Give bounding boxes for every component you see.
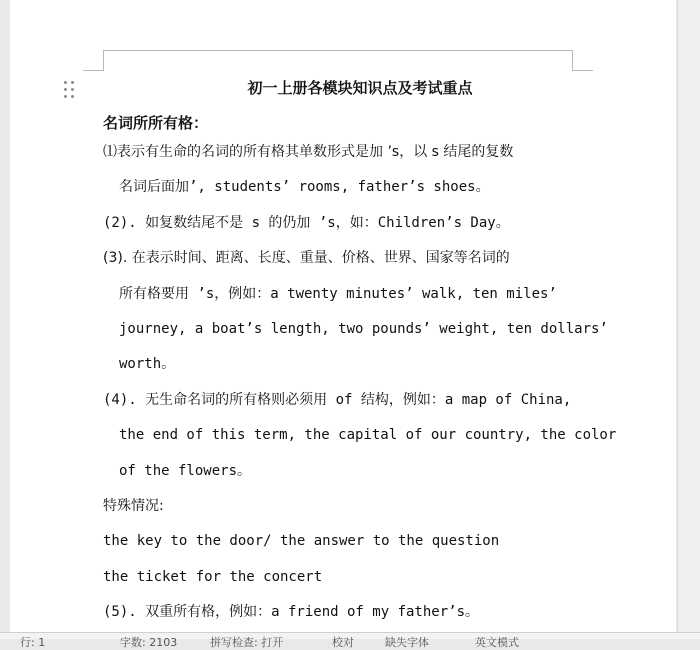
status-spell-check[interactable]: 拼写检查: 打开 [210, 636, 284, 649]
text-line: journey, a boat’s length, two pounds’ weight, ten dollars’ [119, 321, 608, 338]
status-bar [0, 632, 700, 649]
status-word-count[interactable]: 字数: 2103 [120, 636, 178, 649]
paragraph-drag-handle-icon[interactable] [64, 80, 76, 99]
text-line: ⑴表示有生命的名词的所有格其单数形式是加 ’s，以 s 结尾的复数 [103, 144, 514, 160]
text-line: the end of this term, the capital of our country, the color [119, 427, 617, 444]
text-line: the key to the door/ the answer to the question [103, 533, 500, 550]
page-margin-marker [83, 50, 593, 72]
text-line: worth。 [119, 356, 176, 373]
text-line: (4). 无生命名词的所有格则必须用 of 结构，例如：a map of China, [103, 391, 572, 408]
document-body[interactable] [103, 76, 617, 631]
vertical-scrollbar[interactable] [677, 0, 700, 632]
status-line[interactable]: 行: 1 [20, 636, 46, 649]
text-line: of the flowers。 [119, 462, 252, 479]
text-line: the ticket for the concert [103, 568, 323, 585]
text-line: (2). 如复数结尾不是 s 的仍加 ’s，如：Children’s Day。 [103, 214, 510, 231]
text-line: 特殊情况: [103, 498, 164, 515]
text-line: (5). 双重所有格，例如：a friend of my father’s。 [103, 604, 480, 621]
status-missing-font[interactable]: 缺失字体 [385, 636, 429, 649]
text-line: (3). 在表示时间、距离、长度、重量、价格、世界、国家等名词的 [103, 250, 510, 267]
text-line: 名词后面加’, students’ rooms, father’s shoes。 [119, 179, 490, 196]
status-proofread[interactable]: 校对 [332, 636, 354, 649]
status-input-mode[interactable]: 英文模式 [475, 636, 519, 649]
document-title: 初一上册各模块知识点及考试重点 [247, 79, 473, 97]
text-line: 所有格要用 ’s，例如：a twenty minutes’ walk, ten miles’ [119, 285, 557, 302]
section-heading: 名词所所有格： [103, 114, 209, 132]
